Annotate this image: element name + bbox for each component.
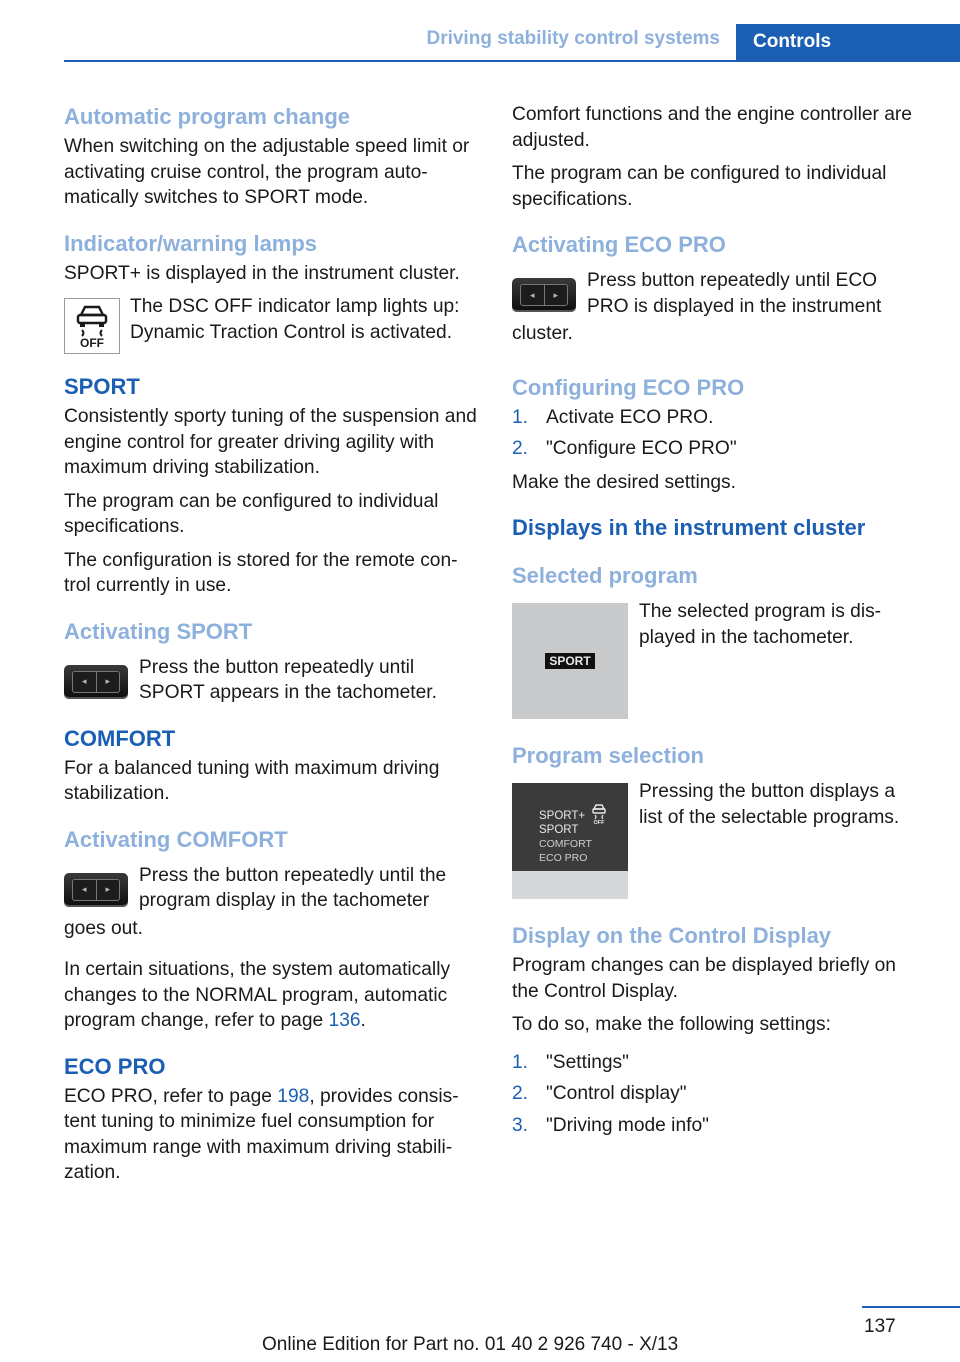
dsc-off-label: OFF — [80, 336, 104, 349]
page-link-136[interactable]: 136 — [328, 1010, 361, 1031]
heading-indicator: Indicator/warning lamps — [64, 230, 318, 256]
section-control-display — [512, 921, 918, 1138]
list-item — [512, 1113, 918, 1139]
dsc-off-icon — [590, 803, 608, 825]
section-selected-program — [512, 561, 918, 719]
heading-eco-pro: ECO PRO — [64, 1053, 166, 1079]
section-program-selection — [512, 741, 918, 899]
activating-comfort-figure — [64, 863, 478, 914]
eco-pro-text-after: , provides consis-tent tuning to minimize fuel consumption for maximum range with maximum driving stabili-zation. — [64, 1085, 459, 1183]
step-number: 1. — [512, 406, 529, 428]
situations-text — [64, 957, 478, 1034]
list-item: ECO PRO — [539, 852, 588, 864]
activating-eco-cont: cluster. — [512, 323, 573, 344]
heading-activating-eco: Activating ECO PRO — [512, 232, 726, 257]
list-item — [512, 1050, 918, 1076]
step-text: "Driving mode info" — [546, 1114, 709, 1136]
mode-button-icon: ◂ ▸ — [64, 873, 128, 907]
program-list — [539, 809, 592, 865]
mode-button-icon: ◂ ▸ — [64, 665, 128, 699]
section-indicator — [64, 229, 478, 355]
dsc-off-figure — [64, 294, 478, 354]
situations-text-before: In certain situations, the system automatically changes to the NORMAL program, automatic program change, refer to page — [64, 959, 451, 1031]
activating-eco-figure — [512, 268, 918, 319]
auto-change-text: When switching on the adjustable speed limit or activating cruise control, the program auto-matically switches to SPORT mode. — [64, 136, 470, 208]
list-item — [512, 1081, 918, 1107]
step-text: "Configure ECO PRO" — [546, 438, 737, 459]
section-configuring-eco — [512, 373, 918, 496]
activating-comfort-text: Press the button repeatedly until the program display in the tachometer — [139, 864, 447, 911]
left-column — [64, 102, 478, 1194]
eco-pro-text — [64, 1084, 478, 1186]
list-item: SPORT — [539, 824, 579, 836]
activating-comfort-cont: goes out. — [64, 917, 143, 939]
dsc-off-text: The DSC OFF indicator lamp lights up: Dynamic Traction Control is activated. — [130, 296, 460, 343]
section-sport — [64, 372, 478, 599]
control-display-p2: To do so, make the following settings: — [512, 1014, 831, 1035]
step-text: Activate ECO PRO. — [546, 406, 714, 428]
program-selection-text: Pressing the button displays a list of the selectable programs. — [639, 781, 900, 828]
tachometer-image — [512, 603, 628, 719]
footer-rule — [862, 1306, 960, 1308]
program-list-image — [512, 783, 628, 899]
step-text: "Control display" — [546, 1083, 687, 1104]
list-item — [512, 436, 918, 462]
heading-program-selection: Program selection — [512, 743, 704, 768]
sport-p3: The configuration is stored for the remote con-trol currently in use. — [64, 549, 458, 596]
configuring-eco-steps — [512, 405, 918, 462]
section-activating-comfort — [64, 825, 478, 1034]
step-number: 2. — [512, 438, 529, 459]
section-displays — [512, 513, 918, 543]
step-number: 1. — [512, 1051, 529, 1073]
heading-control-display: Display on the Control Display — [512, 923, 832, 948]
list-item: SPORT+ — [539, 810, 586, 822]
heading-displays: Displays in the instrument cluster — [512, 515, 866, 540]
indicator-text: SPORT+ is displayed in the instrument cluster. — [64, 262, 460, 284]
section-auto-change — [64, 102, 478, 211]
right-p1: Comfort functions and the engine controller are adjusted. — [512, 104, 912, 151]
header-section-title: Driving stability control systems — [426, 28, 720, 49]
dsc-off-icon — [64, 298, 120, 354]
situations-text-after: . — [360, 1010, 366, 1031]
step-text: "Settings" — [546, 1051, 629, 1073]
sport-p2: The program can be configured to individual specifications. — [64, 490, 439, 537]
heading-configuring-eco: Configuring ECO PRO — [512, 374, 745, 400]
sport-badge: SPORT — [545, 653, 594, 669]
right-p2: The program can be configured to individual specifications. — [512, 163, 887, 210]
right-column — [512, 102, 918, 1146]
heading-activating-comfort: Activating COMFORT — [64, 826, 288, 852]
selected-program-text: The selected program is dis-played in the tachometer. — [639, 601, 882, 648]
section-activating-eco — [512, 230, 918, 347]
footer-edition: Online Edition for Part no. 01 40 2 926 740 - X/13 — [262, 1334, 679, 1355]
activating-sport-figure — [64, 655, 478, 706]
step-number: 3. — [512, 1114, 529, 1136]
sport-p1: Consistently sporty tuning of the suspension and engine control for greater driving agility with maximum driving stabilization. — [64, 406, 477, 478]
list-item — [512, 405, 918, 431]
heading-sport: SPORT — [64, 374, 140, 399]
heading-activating-sport: Activating SPORT — [64, 618, 253, 644]
header-rule — [64, 60, 960, 62]
activating-eco-text: Press button repeatedly until ECO PRO is displayed in the instrument — [587, 270, 882, 317]
heading-selected-program: Selected program — [512, 563, 698, 588]
configuring-eco-after: Make the desired settings. — [512, 471, 736, 493]
section-eco-pro — [64, 1052, 478, 1186]
section-activating-sport — [64, 617, 478, 706]
heading-auto-change: Automatic program change — [64, 104, 351, 129]
heading-comfort: COMFORT — [64, 725, 176, 751]
page-link-198[interactable]: 198 — [277, 1085, 310, 1107]
page-number: 137 — [864, 1316, 896, 1337]
control-display-p1: Program changes can be displayed briefly on the Control Display. — [512, 955, 896, 1002]
activating-sport-text: Press the button repeatedly until SPORT appears in the tachometer. — [139, 656, 437, 703]
comfort-text: For a balanced tuning with maximum driving stabilization. — [64, 757, 440, 804]
selected-program-figure — [512, 599, 918, 719]
control-display-steps — [512, 1050, 918, 1139]
dsc-off-label: OFF — [593, 820, 605, 825]
step-number: 2. — [512, 1083, 529, 1104]
list-item: COMFORT — [539, 838, 592, 850]
mode-button-icon: ◂ ▸ — [512, 278, 576, 312]
header-chapter-tab: Controls — [736, 24, 960, 62]
eco-pro-text-before: ECO PRO, refer to page — [64, 1085, 278, 1107]
section-comfort — [64, 724, 478, 807]
program-selection-figure — [512, 779, 918, 899]
